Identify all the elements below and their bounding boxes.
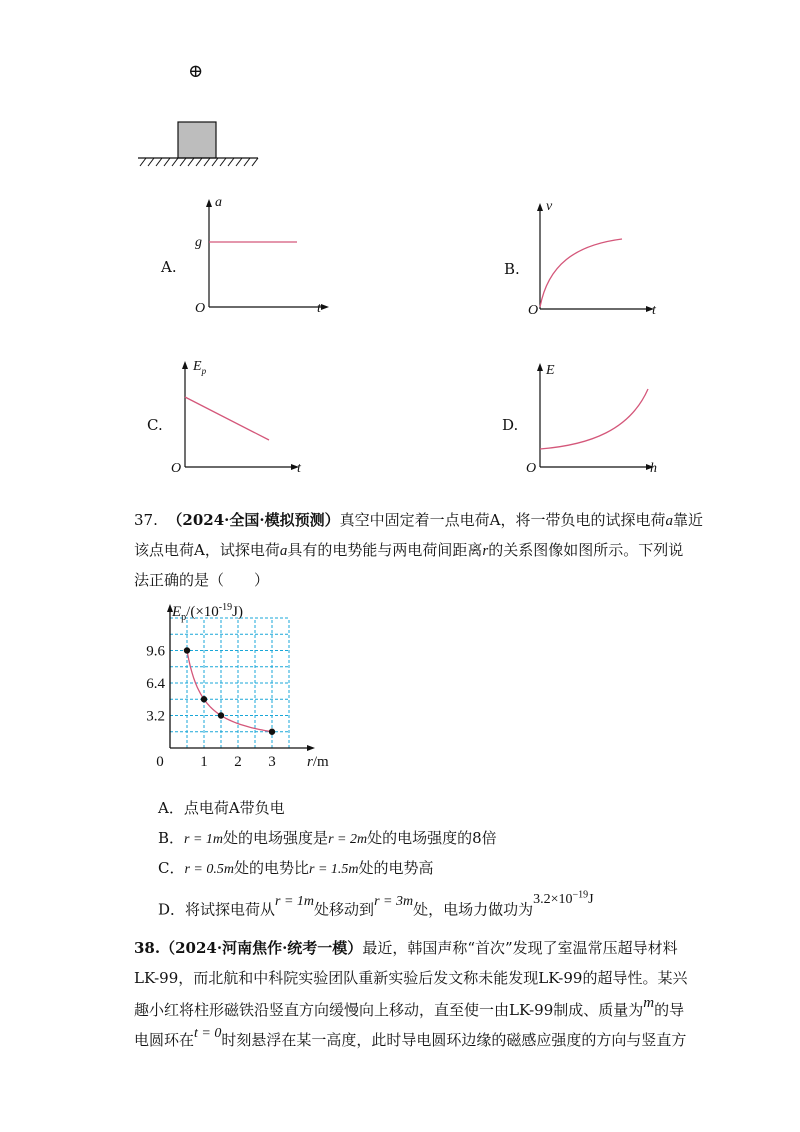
option-b-xlabel: t [652, 303, 656, 318]
q37-d-prefix: D．将试探电荷从 [158, 900, 276, 919]
option-c-label: C. [147, 416, 163, 434]
q38-line3-end: 的导 [654, 1001, 685, 1019]
option-a-label: A. [161, 258, 177, 276]
q37-d-value-num: 3.2×10 [533, 891, 573, 907]
chart-ylabel-unit-end: J) [232, 604, 243, 620]
data-point [218, 712, 224, 718]
q37-line2-c: 的关系图像如图所示。下列说 [488, 541, 684, 559]
x-axis-label: r/m [307, 754, 329, 770]
q38-number: 38. [134, 939, 161, 957]
q38-line3 [134, 996, 684, 1025]
option-d-xlabel: h [650, 461, 657, 476]
option-d-ylabel: E [546, 363, 555, 378]
option-b-label: B. [504, 260, 520, 278]
x-tick-label: 3 [268, 754, 276, 770]
origin-label: 0 [156, 754, 164, 770]
q37-line3: 法正确的是（ ） [134, 571, 270, 589]
q37-var-a: a [665, 513, 673, 529]
data-point [269, 729, 275, 735]
q37-c-mid: 处的电势比 [234, 859, 310, 877]
q37-d-mid2: 处，电场力做功为 [413, 900, 534, 919]
q37-option-c[interactable] [158, 854, 434, 884]
q37-line1-text: 真空中固定着一点电荷A，将一带负电的试探电荷 [339, 511, 666, 529]
ep-r-chart [130, 600, 360, 780]
q37-b-end: 处的电场强度的8倍 [367, 829, 497, 847]
data-point [201, 696, 207, 702]
q37-b-eq2: r = 2m [328, 832, 368, 847]
q37-d-value-unit: J [588, 891, 594, 907]
option-d-label: D. [502, 416, 519, 434]
chart-ylabel-main: E [172, 604, 182, 620]
q37-line2-b: 具有的电势能与两电荷间距离 [287, 541, 483, 559]
ep-r-chart-svg [130, 600, 360, 780]
option-d[interactable] [500, 355, 700, 480]
option-c-ylabel: $E_p$ [193, 359, 207, 376]
q37-b-mid: 处的电场强度是 [223, 829, 329, 847]
option-c[interactable] [145, 355, 345, 480]
q37-c-end: 处的电势高 [358, 859, 434, 877]
q37-d-mid: 处移动到 [314, 900, 375, 919]
y-tick-label: 6.4 [146, 676, 165, 692]
q37-option-a[interactable]: A．点电荷A带负电 [158, 799, 285, 817]
q37-option-b[interactable] [158, 824, 497, 854]
chart-ylabel-unit: /(×10 [186, 604, 219, 620]
q38-line1-text: 最近，韩国声称“首次”发现了室温常压超导材料 [362, 939, 678, 957]
option-a-level: g [195, 235, 202, 250]
q37-c-eq1: r = 0.5m [184, 862, 234, 877]
q38-source: （2024·河南焦作·统考一模） [160, 939, 363, 957]
x-tick-label: 2 [234, 754, 242, 770]
q38-line4 [134, 1026, 686, 1056]
option-a-xlabel: t [317, 301, 321, 316]
positive-charge-icon: ⊕ [188, 61, 204, 82]
q37-d-value-exp: −19 [572, 889, 589, 900]
q37-option-d[interactable] [158, 889, 594, 926]
q37-d-eq2: r = 3m [374, 893, 414, 909]
q37-var-r: r [482, 543, 489, 559]
q38-line3-a: 趣小红将柱形磁铁沿竖直方向缓慢向上移动，直至使一由LK-99制成、质量为 [134, 1001, 644, 1019]
option-b-origin: O [528, 303, 539, 318]
q38-var-t: t = 0 [194, 1026, 222, 1041]
option-c-ylabel-sub: p [201, 365, 207, 376]
x-axis-arrow [307, 745, 315, 751]
q38-line4-a: 电圆环在 [134, 1031, 195, 1049]
data-point [184, 647, 190, 653]
q37-c-prefix: C． [158, 859, 185, 877]
q37-line1 [134, 506, 703, 535]
option-b-graph [530, 195, 700, 320]
option-a[interactable] [155, 195, 355, 320]
q38-line2: LK-99，而北航和中科院实验团队重新实验后发文称未能发现LK-99的超导性。某兴 [134, 969, 688, 987]
option-a-origin: O [195, 301, 206, 316]
option-d-graph [530, 355, 700, 480]
q37-number: 37. [134, 511, 158, 529]
q37-c-eq2: r = 1.5m [309, 862, 359, 877]
q37-d-value [533, 889, 594, 907]
option-c-xlabel: t [297, 461, 301, 476]
q37-b-eq1: r = 1m [184, 832, 224, 847]
q38-line4-end: 时刻悬浮在某一高度，此时导电圆环边缘的磁感应强度的方向与竖直方 [221, 1031, 687, 1049]
q37-b-prefix: B． [158, 829, 185, 847]
option-a-graph [185, 195, 355, 320]
q37-source: （2024·全国·模拟预测） [167, 511, 340, 529]
x-tick-label: 1 [200, 754, 208, 770]
ep-curve [187, 651, 272, 732]
chart-ylabel-sub: p [181, 612, 187, 623]
option-b[interactable] [500, 195, 700, 320]
chart-ylabel [172, 602, 243, 623]
y-tick-label: 9.6 [146, 643, 165, 660]
q37-line2-a: 该点电荷A，试探电荷 [134, 541, 280, 559]
q37-d-eq1: r = 1m [275, 893, 315, 909]
q37-var-a2: a [279, 543, 288, 559]
option-a-ylabel: a [215, 195, 222, 210]
q37-line2 [134, 536, 683, 565]
option-d-origin: O [526, 461, 537, 476]
q38-line1 [134, 934, 678, 962]
chart-ylabel-exp: -19 [218, 602, 233, 613]
q37-line1-end: 靠近 [672, 511, 703, 529]
option-b-ylabel: v [546, 199, 553, 214]
top-figure [130, 60, 270, 170]
q38-var-m: m [643, 995, 655, 1011]
y-tick-label: 3.2 [146, 708, 165, 725]
option-c-origin: O [171, 461, 182, 476]
